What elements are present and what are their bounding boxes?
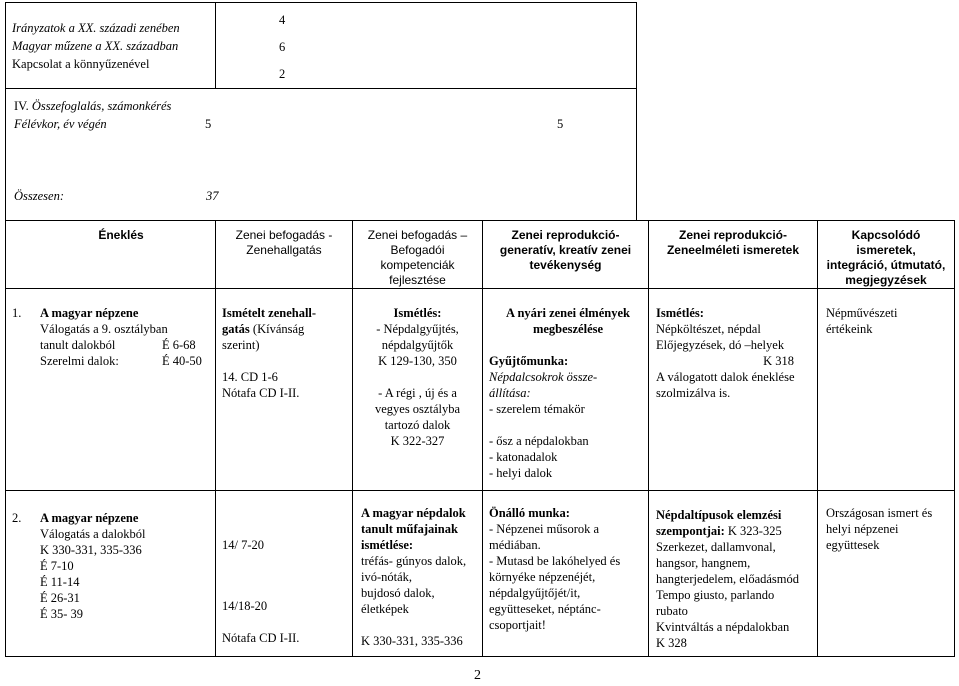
page-number: 2	[474, 668, 481, 683]
header-zenehallgatas: Zenei befogadás - Zenehallgatás	[235, 228, 333, 257]
topic-3-label: Kapcsolat a könnyűzenével	[12, 57, 150, 71]
summary-sub: Félévkor, év végén	[14, 117, 107, 131]
row1-col2: Ismételt zenehall- gatás (Kívánság szerint) 14. CD 1-6 Nótafa CD I-II.	[222, 306, 317, 400]
header-ekekles: Éneklés	[98, 228, 144, 242]
row1-col6: Népművészeti értékeink	[826, 306, 898, 336]
row1-col5: Ismétlés: Népköltészet, népdal Előjegyzések, dó –helyek K 318 A válogatott dalok éneklése szolmizálva is.	[656, 306, 795, 400]
row2-col3: A magyar népdalok tanult műfajainak ismétlése: tréfás- gúnyos dalok, ivó-nóták, bujdosó dalok, életképek K 330-331, 335-336	[361, 506, 467, 648]
row1-number: 1.	[12, 306, 22, 320]
total-label: Összesen:	[14, 189, 64, 203]
row1-col3: Ismétlés: - Népdalgyűjtés, népdalgyűjtők K 129-130, 350 - A régi , új és a vegyes osztályba tartozó dalok K 322-327	[374, 306, 461, 448]
row2-col2-b: 14/18-20	[222, 599, 268, 613]
row2-col2-c: Nótafa CD I-II.	[222, 631, 300, 645]
row2-col1: A magyar népzene Válogatás a dalokból K 330-331, 335-336 É 7-10 É 11-14 É 26-31 É 35- 39	[40, 511, 146, 621]
row2-col6: Országosan ismert és helyi népzenei együttesek	[826, 506, 933, 552]
topic-2-hours: 6	[279, 40, 286, 54]
row1-col1: A magyar népzene Válogatás a 9. osztályban tanult dalokból É 6-68 Szerelmi dalok: É 40-50	[40, 306, 202, 368]
topic-1-label: Irányzatok a XX. századi zenében	[12, 21, 180, 35]
topic-1-hours: 4	[279, 13, 286, 27]
summary-num-b: 5	[557, 117, 564, 131]
header-kapcsolodo: Kapcsolódó ismeretek, integráció, útmutató, megjegyzések	[826, 228, 946, 287]
topic-3-hours: 2	[279, 67, 286, 81]
row1-col4: A nyári zenei élmények megbeszélése Gyűjtőmunka: Népdalcsokrok össze- állítása: - szerelem témakör - ősz a népdalokban - katonadalok - helyi dalok	[489, 306, 630, 480]
total-num: 37	[206, 189, 219, 203]
header-reprodukcio-generativ: Zenei reprodukció- generatív, kreatív zenei tevékenység	[499, 228, 632, 272]
topic-2-label: Magyar műzene a XX. században	[12, 39, 179, 53]
header-zeneelmelet: Zenei reprodukció- Zeneelméleti ismeretek	[666, 228, 800, 257]
row2-col4: Önálló munka: - Népzenei műsorok a médiában. - Mutasd be lakóhelyed és környéke népzenéjét, népdalgyűjtőjét/it, együtteseket, néptánc- csoportjait!	[489, 506, 621, 632]
row2-number: 2.	[12, 511, 22, 525]
summary-title: IV. Összefoglalás, számonkérés	[14, 99, 172, 113]
row2-col5: Népdaltípusok elemzési szempontjai: K 323-325 Szerkezet, dallamvonal, hangsor, hangnem, hangterjedelem, előadásmód Tempo giusto, parlando rubato Kvintváltás a népdalokban K 328	[656, 508, 799, 650]
header-befogadoi: Zenei befogadás – Befogadói kompetenciák fejlesztése	[367, 228, 468, 287]
row2-col2-a: 14/ 7-20	[222, 538, 265, 552]
summary-num-a: 5	[205, 117, 212, 131]
